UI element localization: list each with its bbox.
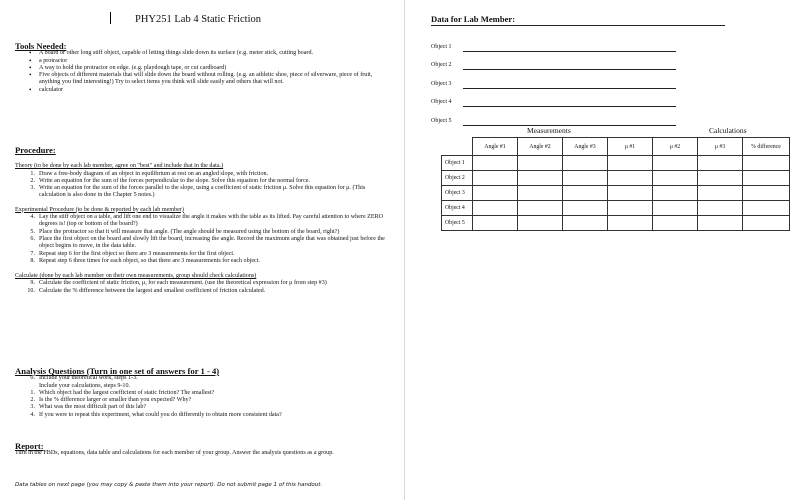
theory-heading: Theory (to be done by each lab member, agree on "best" and include that in the data.) [15, 163, 224, 170]
step-number: 1. [30, 389, 35, 396]
step-text: What was the most difficult part of this lab? [39, 404, 147, 411]
procedure-section [15, 147, 390, 295]
step-number: 5. [30, 228, 35, 235]
table-row [442, 201, 790, 216]
list-item [25, 251, 390, 258]
object-line [431, 89, 676, 108]
table-row [442, 156, 790, 171]
table-cell[interactable] [473, 216, 518, 231]
step-text: Repeat step 6 three times for each object, so that there are 3 measurements for each object. [39, 257, 260, 264]
step-number: 4. [30, 214, 35, 221]
step-number: 4. [30, 411, 35, 418]
table-cell[interactable] [473, 156, 518, 171]
table-cell[interactable] [698, 171, 743, 186]
table-cell[interactable] [608, 201, 653, 216]
table-cell[interactable] [518, 186, 563, 201]
list-item [25, 412, 390, 419]
object-label: Object 5 [431, 117, 452, 124]
fill-in-line[interactable] [463, 60, 676, 70]
tools-section [15, 43, 390, 94]
object-label: Object 3 [431, 80, 452, 87]
fill-in-line[interactable] [463, 42, 676, 52]
step-text: Write an equation for the sum of the forces parallel to the slope, using a coefficient of static friction μ. Solve this equation for μ. (This calculation is also done in the Chapter 5 notes.) [39, 185, 366, 199]
column-header: μ #1 [608, 138, 653, 156]
page-title: PHY251 Lab 4 Static Friction [135, 14, 261, 25]
analysis-section [15, 368, 390, 419]
data-table [441, 137, 790, 231]
step-text: Include your calculations, steps 9-10. [39, 382, 131, 389]
list-item: • A way to hold the protractor on edge. (e.g. playdough tape, or cut cardboard) [29, 65, 390, 72]
list-item [25, 214, 390, 229]
table-cell[interactable] [743, 186, 790, 201]
object-label: Object 4 [431, 99, 452, 105]
table-cell[interactable] [608, 186, 653, 201]
column-header: μ #3 [698, 138, 743, 156]
object-label: Object 1 [431, 43, 452, 50]
object-line [431, 107, 676, 126]
table-row [442, 186, 790, 201]
table-cell[interactable] [698, 186, 743, 201]
table-cell[interactable] [473, 171, 518, 186]
list-item [25, 404, 390, 411]
procedure-heading: Procedure: [15, 145, 56, 155]
column-header: μ #2 [653, 138, 698, 156]
calculations-heading: Calculations [709, 126, 747, 135]
step-text: Is the % difference larger or smaller than you expected? Why? [39, 397, 192, 404]
table-cell[interactable] [563, 171, 608, 186]
step-text: Place the first object on the board and slowly lift the board, increasing the angle. Record the maximum angle that was obtained just before the object begins to move, in the data table. [39, 235, 385, 250]
list-item [25, 236, 390, 251]
table-cell[interactable] [518, 171, 563, 186]
step-text: Calculate the coefficient of static friction, μ, for each measurement. (use the theoretical expression for μ from step #3) [39, 280, 327, 287]
table-cell[interactable] [653, 171, 698, 186]
calculate-heading: Calculate (done by each lab member on their own measurements, group should check calculations) [15, 273, 257, 280]
table-cell[interactable] [518, 201, 563, 216]
table-cell[interactable] [518, 216, 563, 231]
column-header: Angle #1 [473, 138, 518, 156]
step-number: 6. [30, 235, 35, 242]
step-text: Write an equation for the sum of the forces perpendicular to the slope. Solve this equation for the normal force. [39, 177, 311, 184]
table-cell[interactable] [653, 186, 698, 201]
step-text: Draw a free-body diagram of an object in equilibrium at rest on an angled slope, with friction. [39, 170, 269, 177]
table-cell[interactable] [653, 156, 698, 171]
step-number: 9. [30, 280, 35, 287]
table-cell[interactable] [743, 156, 790, 171]
object-line [431, 70, 676, 89]
table-cell[interactable] [743, 216, 790, 231]
object-list [431, 33, 676, 126]
table-cell[interactable] [698, 156, 743, 171]
experimental-heading: Experimental Procedure (to be done & reported by each lab member) [15, 206, 184, 213]
fill-in-line[interactable] [463, 116, 676, 126]
table-cell[interactable] [473, 186, 518, 201]
table-row [442, 216, 790, 231]
list-item: • calculator [29, 87, 390, 94]
step-number: 3. [30, 404, 35, 411]
fill-in-line[interactable] [463, 97, 676, 107]
object-line [431, 33, 676, 52]
list-item: • a protractor [29, 58, 390, 65]
table-cell[interactable] [743, 171, 790, 186]
row-label: Object 4 [442, 201, 473, 216]
step-text: Lay the stiff object on a table, and lift one end to visualize the angle it makes with the table as its lifted. Pay careful attention to where ZERO degrees is! (top or bottom of the board?) [39, 214, 384, 228]
measurements-heading: Measurements [527, 126, 571, 135]
table-cell[interactable] [608, 171, 653, 186]
table-cell[interactable] [653, 201, 698, 216]
table-cell[interactable] [563, 156, 608, 171]
tools-heading: Tools Needed: [15, 41, 67, 51]
row-label: Object 1 [442, 156, 473, 171]
table-cell[interactable] [743, 201, 790, 216]
table-row [442, 171, 790, 186]
step-text: Which object had the largest coefficient of static friction? The smallest? [39, 389, 215, 396]
table-cell[interactable] [473, 201, 518, 216]
step-text: If you were to repeat this experiment, what could you do differently to obtain more consistent data? [39, 411, 282, 418]
list-item [25, 171, 390, 178]
step-number: 7. [30, 250, 35, 257]
calculate-steps [25, 280, 390, 295]
table-cell[interactable] [563, 201, 608, 216]
step-text: Include your theoretical work, steps 1-3. [39, 375, 138, 382]
object-label: Object 2 [431, 62, 452, 68]
row-label: Object 2 [442, 171, 473, 186]
fill-in-line[interactable] [463, 79, 676, 89]
list-item: • A board or other long stiff object, capable of letting things slide down its surface (e.g. meter stick, cutting board. [29, 50, 390, 57]
step-number: 0. [30, 375, 35, 382]
row-label: Object 3 [442, 186, 473, 201]
experimental-steps [25, 214, 390, 265]
column-header: % difference [743, 138, 790, 156]
list-item [25, 258, 390, 265]
footer-note: Data tables on next page (you may copy & paste them into your report). Do not submit page 1 of this handout. [15, 482, 323, 488]
step-number: 3. [30, 185, 35, 192]
list-item [25, 383, 390, 390]
list-item: • Five objects of different materials that will slide down the board without rolling. (e.g. an athletic shoe, piece of silverware, piece of fruit, anything you find interesting!) Try to select items you think will slide easily and others that will not. [29, 72, 390, 87]
step-number: 2. [30, 397, 35, 404]
table-cell[interactable] [563, 216, 608, 231]
table-cell[interactable] [518, 156, 563, 171]
list-item [25, 375, 390, 382]
data-sheet-page [405, 0, 797, 500]
table-cell[interactable] [608, 216, 653, 231]
table-cell[interactable] [563, 186, 608, 201]
step-number: 8. [30, 257, 35, 264]
column-header: Angle #3 [563, 138, 608, 156]
table-cell[interactable] [698, 216, 743, 231]
list-item [25, 185, 390, 200]
table-cell[interactable] [698, 201, 743, 216]
object-line [431, 52, 676, 71]
step-number: 2. [30, 177, 35, 184]
step-number: 1. [30, 170, 35, 177]
step-number [25, 383, 39, 390]
step-text: Calculate the % difference between the largest and smallest coefficient of friction calculated. [39, 287, 266, 294]
list-item [25, 288, 390, 295]
report-heading: Report: [15, 441, 44, 451]
report-section [15, 443, 390, 458]
analysis-heading: Analysis Questions (Turn in one set of answers for 1 - 4) [15, 366, 220, 376]
report-text: Turn in the FBDs, equations, data table and calculations for each member of your group. Answer the analysis questions as a group. [15, 450, 334, 457]
analysis-list [25, 375, 390, 419]
list-item [25, 229, 390, 236]
tools-list [29, 50, 390, 94]
table-header-row [442, 138, 790, 156]
step-number: 10. [27, 287, 35, 294]
row-label: Object 5 [442, 216, 473, 231]
step-text: Place the protractor so that it will measure that angle. (The angle should be measured using the bottom of the board, right?) [39, 228, 340, 235]
data-sheet-title: Data for Lab Member: [431, 14, 725, 26]
theory-steps [25, 171, 390, 200]
corner-cell [442, 138, 473, 156]
table-cell[interactable] [608, 156, 653, 171]
table-cell[interactable] [653, 216, 698, 231]
title-line [110, 12, 261, 25]
list-item [25, 280, 390, 287]
text-cursor [110, 12, 111, 24]
column-header: Angle #2 [518, 138, 563, 156]
step-text: Repeat step 6 for the first object so there are 3 measurements for the first object. [39, 250, 235, 257]
